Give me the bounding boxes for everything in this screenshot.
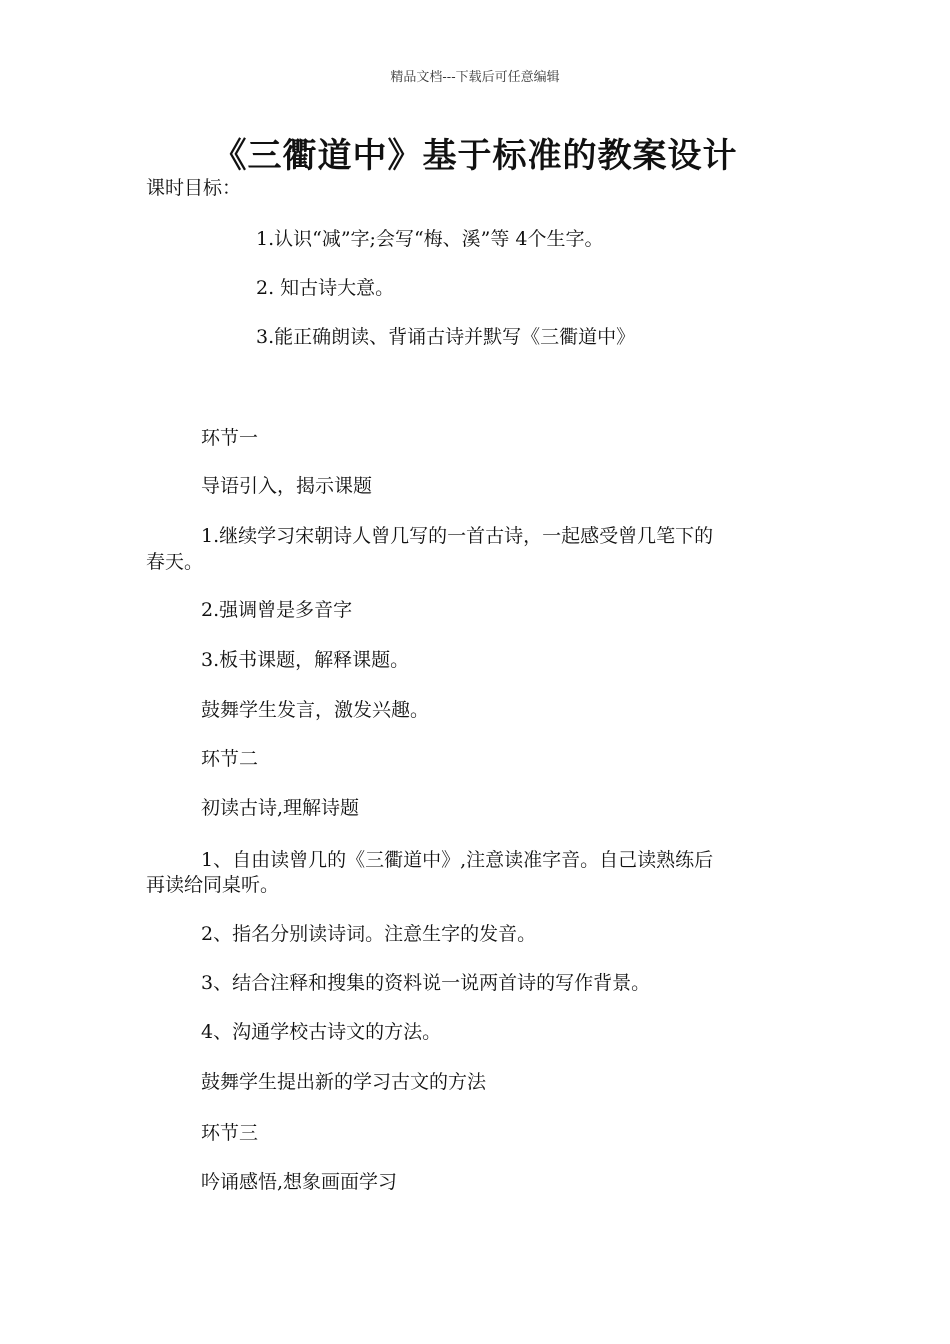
section-note: 鼓舞学生发言，激发兴趣。: [201, 699, 430, 721]
section-item: 3.板书课题，解释课题。: [201, 649, 410, 671]
section-heading: 环节三: [201, 1122, 259, 1144]
section-item: 1、自由读曾几的《三衢道中》,注意读准字音。自己读熟练后: [201, 849, 714, 871]
section-subtitle: 导语引入，揭示课题: [201, 475, 373, 497]
section-heading: 环节一: [201, 427, 259, 449]
section-item: 2.强调曾是多音字: [201, 599, 353, 621]
objective-item: 1.认识“减”字;会写“梅、溪”等 4个生字。: [256, 228, 604, 250]
section-item-continuation: 春天。: [146, 551, 204, 573]
section-subtitle: 吟诵感悟,想象画面学习: [201, 1171, 398, 1193]
objective-item: 3.能正确朗读、背诵古诗并默写《三衢道中》: [256, 326, 636, 348]
page-header: 精品文档---下载后可任意编辑: [390, 70, 560, 85]
section-subtitle: 初读古诗,理解诗题: [201, 797, 360, 819]
document-title: 《三衢道中》基于标准的教案设计: [212, 136, 738, 176]
section-item: 1.继续学习宋朝诗人曾几写的一首古诗，一起感受曾几笔下的: [201, 525, 714, 547]
section-item: 2、指名分别读诗词。注意生字的发音。: [201, 923, 537, 945]
section-item: 4、沟通学校古诗文的方法。: [201, 1021, 442, 1043]
objective-item: 2. 知古诗大意。: [256, 277, 395, 299]
section-item-continuation: 再读给同桌听。: [146, 874, 280, 896]
section-note: 鼓舞学生提出新的学习古文的方法: [201, 1071, 487, 1093]
objectives-label: 课时目标：: [146, 177, 242, 199]
section-heading: 环节二: [201, 748, 259, 770]
section-item: 3、结合注释和搜集的资料说一说两首诗的写作背景。: [201, 972, 651, 994]
